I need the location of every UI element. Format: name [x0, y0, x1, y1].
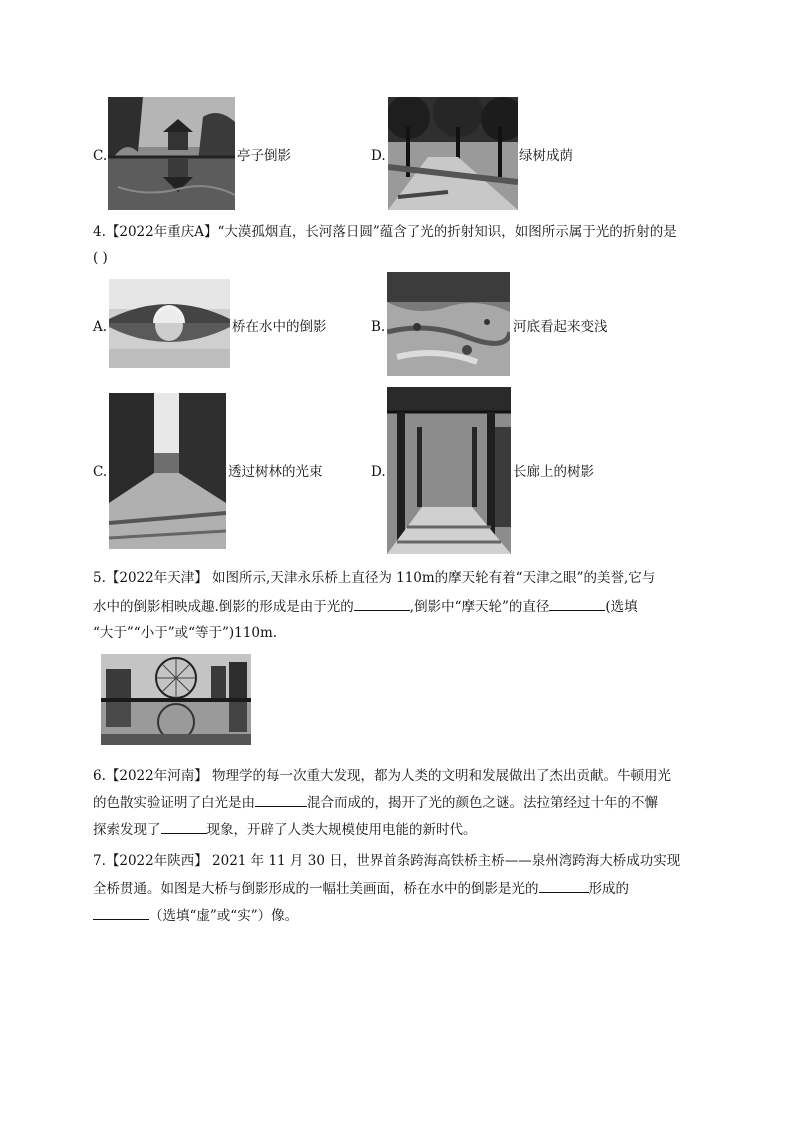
q5-line2-text-a: 水中的倒影相映成趣.倒影的形成是由于光的 — [93, 599, 354, 615]
tree-shade-photo — [388, 97, 518, 210]
riverbed-photo — [387, 272, 510, 376]
q5-answer-blank-2[interactable] — [549, 596, 605, 611]
q4-question-line1: 4.【2022年重庆A】“大漠孤烟直，长河落日圆”蕴含了光的折射知识，如图所示属于光的折射的是 — [93, 224, 677, 240]
q7-line2-text-b: 形成的 — [588, 881, 629, 897]
q7-line2-text-a: 全桥贯通。如图是大桥与倒影形成的一幅壮美画面，桥在水中的倒影是光的 — [93, 881, 539, 897]
q7-question-line1: 7.【2022年陕西】 2021 年 11 月 30 日，世界首条跨海高铁桥主桥——泉州湾跨海大桥成功实现 — [93, 853, 681, 869]
q4-option-d-letter: D. — [371, 464, 386, 480]
q6-question-line3 — [93, 819, 477, 840]
q7-answer-blank-1[interactable] — [539, 878, 589, 893]
q4-option-b-letter: B. — [371, 319, 386, 335]
ferris-wheel-photo — [101, 654, 251, 745]
q7-line3-text: （选填“虚”或“实”）像。 — [149, 908, 299, 924]
q4-option-c-letter: C. — [93, 464, 108, 480]
q4-option-d-caption: 长廊上的树影 — [513, 464, 594, 480]
q6-question-line2 — [93, 792, 658, 813]
q4-option-a-letter: A. — [93, 319, 108, 335]
q5-answer-blank-1[interactable] — [354, 596, 410, 611]
q5-line2-text-b: ,倒影中“摩天轮”的直径 — [409, 599, 550, 615]
q4-option-a-caption: 桥在水中的倒影 — [232, 319, 327, 335]
q6-answer-blank-1[interactable] — [255, 792, 307, 807]
q6-answer-blank-2[interactable] — [161, 819, 207, 834]
q4-option-b-caption: 河底看起来变浅 — [513, 319, 608, 335]
q3-option-c-letter: C. — [93, 148, 108, 164]
q3-option-d-caption: 绿树成荫 — [519, 148, 573, 164]
q4-option-c-caption: 透过树林的光束 — [228, 464, 323, 480]
q6-question-line1: 6.【2022年河南】 物理学的每一次重大发现，都为人类的文明和发展做出了杰出贡献。牛顿用光 — [93, 768, 672, 784]
q6-line2-text-b: 混合而成的，揭开了光的颜色之谜。法拉第经过十年的不懈 — [307, 795, 658, 811]
q7-question-line3 — [93, 905, 298, 926]
q6-line3-text-b: 现象，开辟了人类大规模使用电能的新时代。 — [206, 822, 477, 838]
q3-option-c-caption: 亭子倒影 — [237, 148, 291, 164]
q5-question-line3: “大于”“小于”或“等于”)110m. — [93, 625, 278, 641]
q5-line2-text-c: (选填 — [605, 599, 638, 615]
q5-question-line2 — [93, 596, 638, 617]
q6-line3-text-a: 探索发现了 — [93, 822, 161, 838]
q4-question-line2: ( ) — [93, 250, 108, 266]
bridge-reflection-photo — [109, 279, 230, 368]
q7-answer-blank-2[interactable] — [93, 905, 149, 920]
q7-question-line2 — [93, 878, 629, 899]
q5-question-line1: 5.【2022年天津】 如图所示,天津永乐桥上直径为 110m的摩天轮有着“天津之眼”的美誉,它与 — [93, 570, 656, 586]
forest-light-photo — [109, 393, 226, 549]
q6-line2-text-a: 的色散实验证明了白光是由 — [93, 795, 255, 811]
corridor-shadow-photo — [387, 387, 511, 554]
pavilion-reflection-photo — [108, 97, 235, 210]
q3-option-d-letter: D. — [371, 148, 386, 164]
